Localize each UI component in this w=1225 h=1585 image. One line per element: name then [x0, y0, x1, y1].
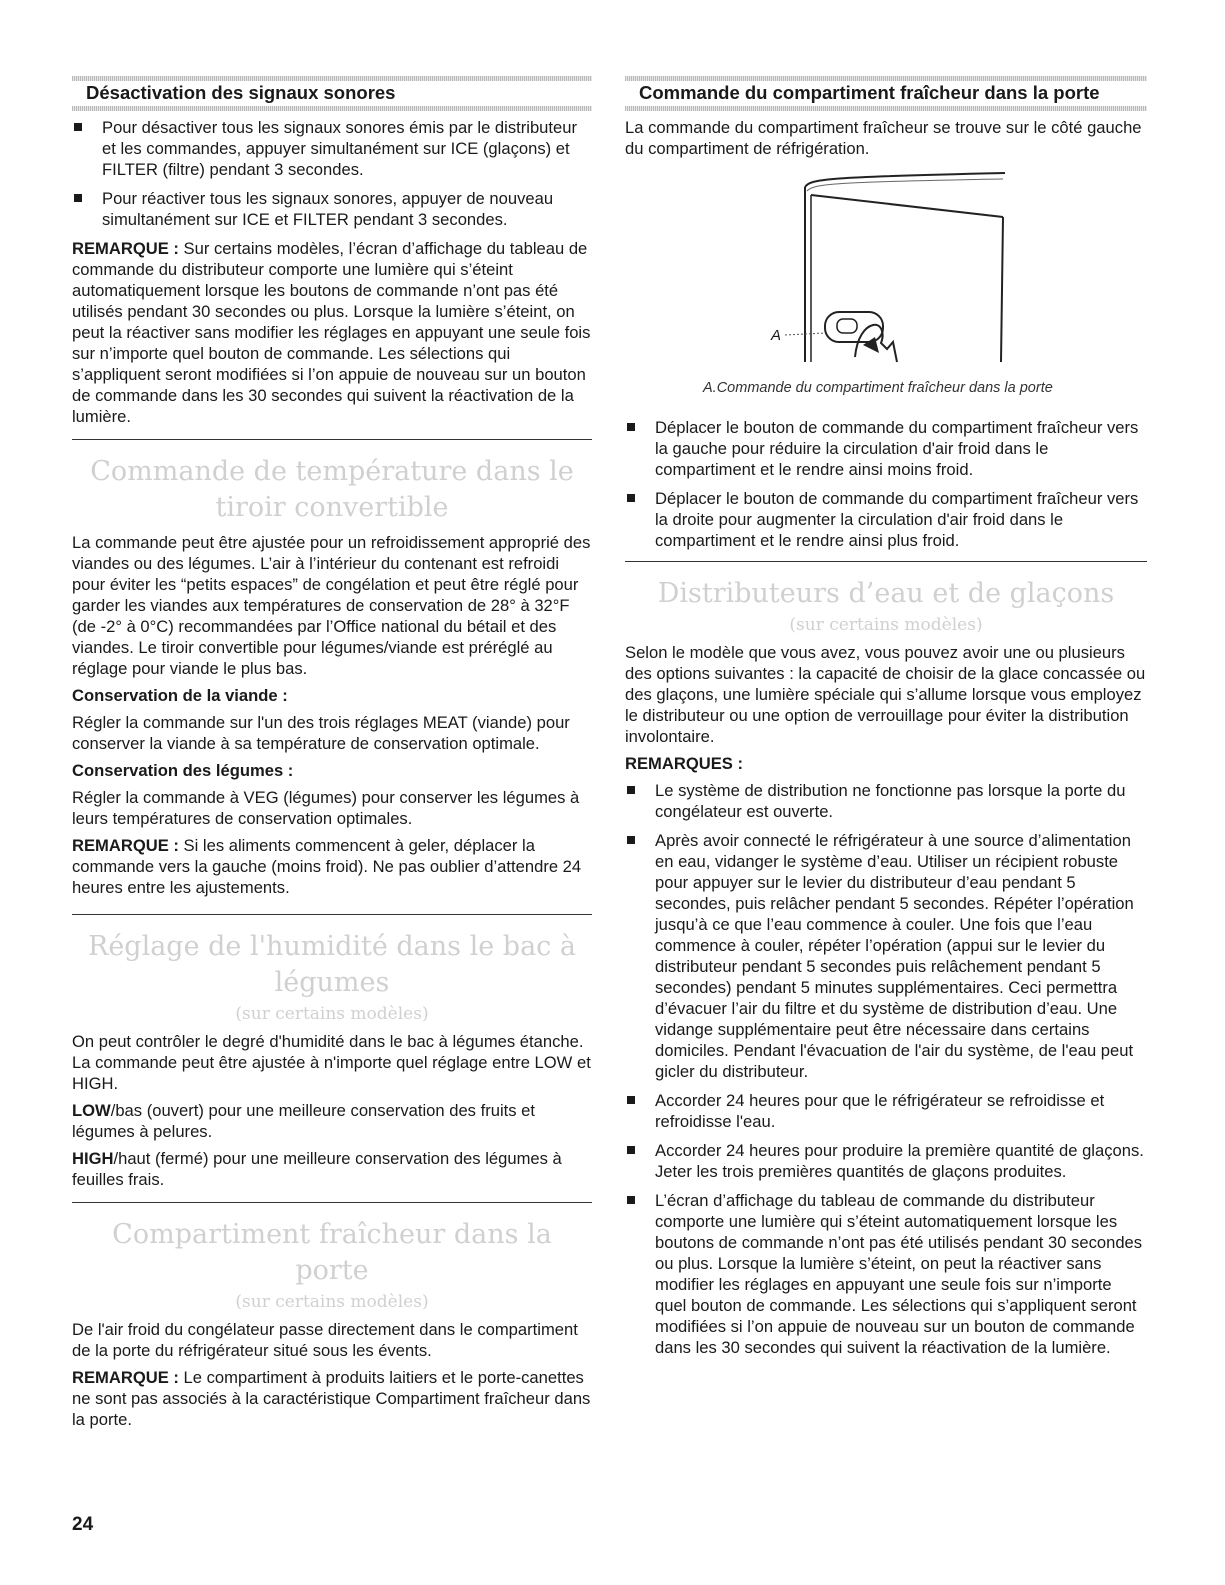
note-label: REMARQUE : [72, 836, 179, 855]
section-divider [625, 561, 1147, 562]
list-item: Accorder 24 heures pour produire la première quantité de glaçons. Jeter les trois premières quantités de glaçons produites. [625, 1140, 1147, 1182]
list-item: Pour désactiver tous les signaux sonores émis par le distributeur et les commandes, appuyer simultanément sur ICE (glaçons) et FILTER (filtre) pendant 3 secondes. [72, 117, 592, 180]
low-label: LOW [72, 1101, 111, 1120]
humidity-intro: On peut contrôler le degré d'humidité dans le bac à légumes étanche. La commande peut être ajustée à n'importe quel réglage entre LOW et HIGH. [72, 1032, 591, 1093]
dispenser-intro: Selon le modèle que vous avez, vous pouvez avoir une ou plusieurs des options suivantes : la capacité de choisir de la glace concassée ou des glaçons, une lumière spéciale qui s’allume lorsque vous employez le distributeur ou une option de verrouillage pour éviter la distribution involontaire. [625, 643, 1146, 746]
note-text: Le compartiment à produits laitiers et le porte-canettes ne sont pas associés à la caractéristique Compartiment fraîcheur dans la porte. [72, 1368, 591, 1429]
list-item: Accorder 24 heures pour que le réfrigérateur se refroidisse et refroidisse l'eau. [625, 1090, 1147, 1132]
chiller-subheading: (sur certains modèles) [235, 1292, 429, 1312]
list-item: Déplacer le bouton de commande du compartiment fraîcheur vers la gauche pour réduire la circulation d'air froid dans le compartiment et le rendre ainsi moins froid. [625, 417, 1147, 480]
list-item: Pour réactiver tous les signaux sonores, appuyer de nouveau simultanément sur ICE et FILTER pendant 3 secondes. [72, 188, 592, 230]
section-divider [72, 1202, 592, 1203]
control-heading: Commande du compartiment fraîcheur dans la porte [625, 76, 1147, 109]
dispenser-heading: Distributeurs d’eau et de glaçons [657, 578, 1115, 609]
meat-text: Régler la commande sur l'un des trois réglages MEAT (viande) pour conserver la viande à sa température de conservation optimale. [72, 713, 570, 753]
list-item: L’écran d’affichage du tableau de commande du distributeur comporte une lumière qui s’éteint automatiquement lorsque les boutons de commande n’ont pas été utilisés pendant 30 secondes ou plus. Lorsque la lumière s’éteint, on peut la réactiver sans modifier les réglages en appuyant une seule fois sur n’importe quel bouton de commande. Les sélections qui s’appliquent seront modifiées si l’on appuie de nouveau sur un bouton de commande dans les 30 secondes qui suivent la réactivation de la lumière. [625, 1190, 1147, 1358]
figure-callout-letter: A [771, 327, 782, 344]
drawer-intro: La commande peut être ajustée pour un refroidissement approprié des viandes ou des légumes. L’air à l’intérieur du contenant est refroidi pour éviter les “petits espaces” de congélation et peut être réglé pour garder les viandes aux températures de conservation de 28° à 32°F (de -2° à 0°C) recommandées par l’Office national du bétail et des viandes. Le tiroir convertible pour légumes/viande est préréglé au réglage pour viande le plus bas. [72, 533, 591, 678]
drawer-note [72, 835, 592, 898]
beep-heading: Désactivation des signaux sonores [72, 76, 592, 109]
right-column [625, 76, 1147, 1366]
beep-bullet-list [72, 117, 592, 230]
control-intro: La commande du compartiment fraîcheur se trouve sur le côté gauche du compartiment de réfrigération. [625, 118, 1142, 158]
note-label: REMARQUE : [72, 1368, 179, 1387]
high-setting [72, 1148, 592, 1190]
page-number: 24 [72, 1514, 94, 1535]
control-bullet-list [625, 417, 1147, 551]
meat-label: Conservation de la viande : [72, 686, 288, 705]
beep-note [72, 238, 592, 427]
list-item: Après avoir connecté le réfrigérateur à une source d’alimentation en eau, vidanger le système d’eau. Utiliser un récipient robuste pour appuyer sur le levier du distributeur d’eau pendant 5 secondes, puis relâcher pendant 5 secondes. Répéter l’opération jusqu’à ce que l’eau commence à couler. Une fois que l’eau commence à couler, répéter l’opération (appui sur le levier du distributeur pendant 5 secondes puis relâchement pendant 5 secondes) pendant 5 minutes supplémentaires. Ceci permettra d’évacuer l’air du filtre et du système de distribution d’eau. Une vidange supplémentaire peut être nécessaire dans certains domiciles. Pendant l'évacuation de l'air du système, de l'eau peut gicler du distributeur. [625, 830, 1147, 1082]
chiller-heading: Compartiment fraîcheur dans la porte [112, 1219, 552, 1286]
list-item: Déplacer le bouton de commande du compartiment fraîcheur vers la droite pour augmenter la circulation d'air froid dans le compartiment et le rendre ainsi plus froid. [625, 488, 1147, 551]
section-divider [72, 439, 592, 440]
low-setting [72, 1100, 592, 1142]
figure-caption: A.Commande du compartiment fraîcheur dans la porte [703, 380, 1053, 396]
chiller-intro: De l'air froid du congélateur passe directement dans le compartiment de la porte du réfrigérateur situé sous les évents. [72, 1320, 578, 1360]
refrigerator-wall-illustration [625, 167, 1147, 377]
remarques-label: REMARQUES : [625, 754, 744, 773]
humidity-heading: Réglage de l'humidité dans le bac à légumes [87, 931, 576, 998]
drawer-heading: Commande de température dans le tiroir convertible [90, 456, 574, 523]
high-label: HIGH [72, 1149, 114, 1168]
left-column [72, 76, 592, 1430]
chiller-control-figure [625, 167, 1147, 417]
dispenser-subheading: (sur certains modèles) [789, 615, 983, 635]
chiller-note [72, 1367, 592, 1430]
list-item: Le système de distribution ne fonctionne pas lorsque la porte du congélateur est ouverte. [625, 780, 1147, 822]
note-text: Sur certains modèles, l’écran d’affichage du tableau de commande du distributeur comporte une lumière qui s’éteint automatiquement lorsque les boutons de commande n’ont pas été utilisés pendant 30 secondes ou plus. Lorsque la lumière s’éteint, on peut la réactiver sans modifier les réglages en appuyant une seule fois sur n’importe quel bouton de commande. Les sélections qui s’appliquent seront modifiées si l’on appuie de nouveau sur un bouton de commande dans les 30 secondes qui suivent la réactivation de la lumière. [72, 239, 591, 426]
veg-label: Conservation des légumes : [72, 761, 294, 780]
high-text: /haut (fermé) pour une meilleure conservation des légumes à feuilles frais. [72, 1149, 562, 1189]
low-text: /bas (ouvert) pour une meilleure conservation des fruits et légumes à pelures. [72, 1101, 535, 1141]
dispenser-bullet-list [625, 780, 1147, 1358]
note-label: REMARQUE : [72, 239, 179, 258]
note-text: Si les aliments commencent à geler, déplacer la commande vers la gauche (moins froid). Ne pas oublier d’attendre 24 heures entre les ajustements. [72, 836, 582, 897]
veg-text: Régler la commande à VEG (légumes) pour conserver les légumes à leurs températures de conservation optimales. [72, 788, 580, 828]
section-divider [72, 914, 592, 915]
humidity-subheading: (sur certains modèles) [235, 1004, 429, 1024]
